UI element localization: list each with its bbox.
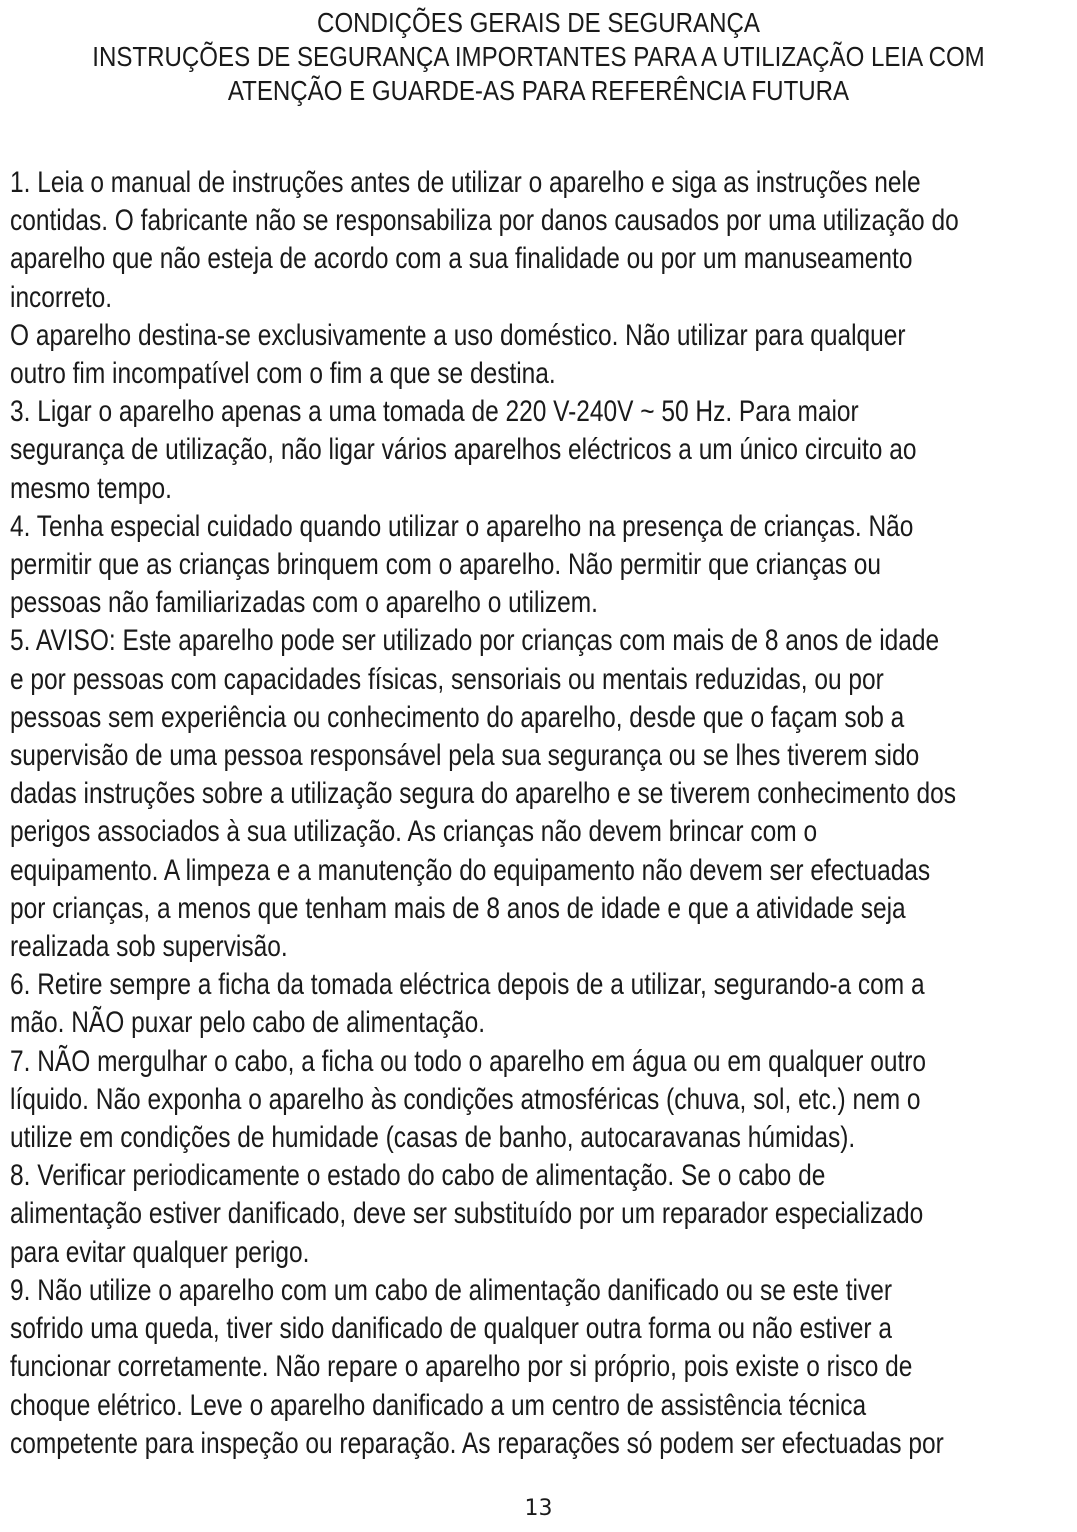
- body-text-line: funcionar corretamente. Não repare o aparelho por si próprio, pois existe o risco de: [10, 1350, 913, 1384]
- body-text-line: 3. Ligar o aparelho apenas a uma tomada de 220 V-240V ~ 50 Hz. Para maior: [10, 395, 859, 429]
- body-text-line: 6. Retire sempre a ficha da tomada eléctrica depois de a utilizar, segurando-a com a: [10, 968, 925, 1002]
- body-text-line: 4. Tenha especial cuidado quando utilizar o aparelho na presença de crianças. Não: [10, 509, 914, 543]
- body-text-line: aparelho que não esteja de acordo com a sua finalidade ou por um manuseamento: [10, 242, 913, 276]
- body-text-line: pessoas não familiarizadas com o aparelho o utilizem.: [10, 586, 598, 620]
- safety-instructions-text: [10, 164, 1072, 1463]
- body-text-line: 5. AVISO: Este aparelho pode ser utilizado por crianças com mais de 8 anos de idade: [10, 624, 940, 658]
- heading-line: ATENÇÃO E GUARDE-AS PARA REFERÊNCIA FUTURA: [227, 75, 850, 106]
- body-text-line: 9. Não utilize o aparelho com um cabo de alimentação danificado ou se este tiver: [10, 1273, 892, 1307]
- body-text-line: pessoas sem experiência ou conhecimento do aparelho, desde que o façam sob a: [10, 700, 905, 734]
- body-text-line: mesmo tempo.: [10, 471, 172, 505]
- body-text-line: perigos associados à sua utilização. As crianças não devem brincar com o: [10, 815, 818, 849]
- body-text-line: segurança de utilização, não ligar vários aparelhos eléctricos a um único circuito ao: [10, 433, 917, 467]
- body-text-line: dadas instruções sobre a utilização segura do aparelho e se tiverem conhecimento dos: [10, 777, 956, 811]
- heading-line: INSTRUÇÕES DE SEGURANÇA IMPORTANTES PARA A UTILIZAÇÃO LEIA COM: [92, 41, 985, 72]
- body-text-line: competente para inspeção ou reparação. As reparações só podem ser efectuadas por: [10, 1426, 944, 1460]
- page-number: 13: [524, 1496, 553, 1521]
- body-text-line: 1. Leia o manual de instruções antes de utilizar o aparelho e siga as instruções nele: [10, 166, 921, 199]
- body-text-line: 8. Verificar periodicamente o estado do cabo de alimentação. Se o cabo de: [10, 1159, 826, 1193]
- body-text-line: sofrido uma queda, tiver sido danificado de qualquer outra forma ou não estiver a: [10, 1312, 893, 1346]
- body-text-line: permitir que as crianças brinquem com o aparelho. Não permitir que crianças ou: [10, 548, 881, 582]
- body-text-line: choque elétrico. Leve o aparelho danificado a um centro de assistência técnica: [10, 1388, 867, 1422]
- body-text-line: por crianças, a menos que tenham mais de 8 anos de idade e que a atividade seja: [10, 891, 906, 925]
- body-text-line: incorreto.: [10, 280, 113, 314]
- body-text-line: contidas. O fabricante não se responsabiliza por danos causados por uma utilização do: [10, 204, 959, 238]
- body-text-line: mão. NÃO puxar pelo cabo de alimentação.: [10, 1006, 486, 1040]
- body-text-line: líquido. Não exponha o aparelho às condições atmosféricas (chuva, sol, etc.) nem o: [10, 1082, 921, 1116]
- body-text-line: alimentação estiver danificado, deve ser substituído por um reparador especializado: [10, 1197, 924, 1231]
- body-text-line: e por pessoas com capacidades físicas, sensoriais ou mentais reduzidas, ou por: [10, 662, 884, 696]
- body-text-line: O aparelho destina-se exclusivamente a uso doméstico. Não utilizar para qualquer: [10, 318, 906, 352]
- body-text-line: equipamento. A limpeza e a manutenção do equipamento não devem ser efectuadas: [10, 853, 931, 887]
- heading-line: CONDIÇÕES GERAIS DE SEGURANÇA: [317, 7, 760, 38]
- body-text-line: 7. NÃO mergulhar o cabo, a ficha ou todo o aparelho em água ou em qualquer outro: [10, 1044, 927, 1078]
- body-text-line: realizada sob supervisão.: [10, 930, 288, 964]
- body-text-line: outro fim incompatível com o fim a que se destina.: [10, 357, 556, 391]
- body-text-line: para evitar qualquer perigo.: [10, 1235, 310, 1269]
- body-text-line: supervisão de uma pessoa responsável pela sua segurança ou se lhes tiverem sido: [10, 739, 920, 773]
- body-text-line: utilize em condições de humidade (casas de banho, autocaravanas húmidas).: [10, 1121, 856, 1155]
- page-heading: [0, 6, 1077, 108]
